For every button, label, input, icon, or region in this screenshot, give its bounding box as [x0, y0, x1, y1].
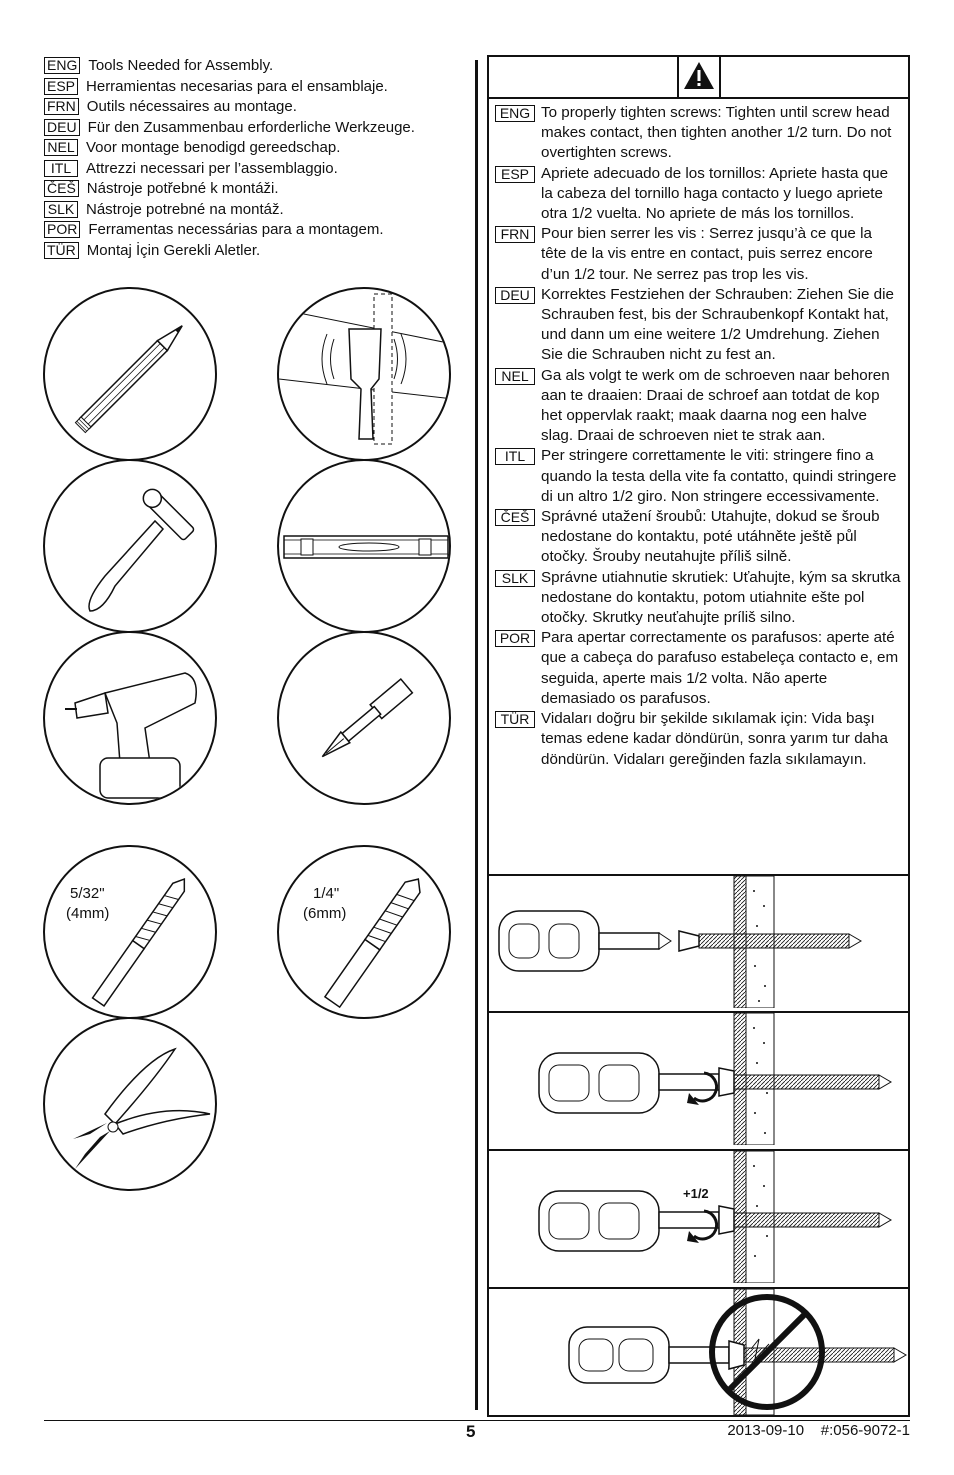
warning-item	[495, 628, 905, 709]
footer-date: 2013-09-10	[727, 1422, 805, 1439]
drill-icon	[43, 631, 217, 805]
language-tag: ENG	[495, 105, 535, 122]
list-item	[44, 57, 464, 78]
list-item-text: Ferramentas necessárias para a montagem.	[88, 221, 384, 238]
warning-item	[495, 366, 905, 447]
step-panel-approach	[487, 874, 910, 1008]
warning-item	[495, 164, 905, 225]
warning-item	[495, 568, 905, 629]
language-tag: ENG	[44, 57, 80, 74]
language-tag: NEL	[44, 139, 78, 156]
language-tag: FRN	[495, 226, 535, 243]
step-panel-contact	[487, 1011, 910, 1145]
language-tag: ESP	[495, 166, 535, 183]
warning-item-text: Správné utažení šroubů: Utahujte, dokud se šroub nedostane do kontaktu, poté utáhněte ještě půl otočky. Šrouby neutahujte příliš silně.	[541, 508, 880, 566]
warning-item-text: Para apertar correctamente os parafusos: aperte até que a cabeça do parafuso estabeleça contacto e, em seguida, aperte mais 1/2 volta. Não aperte demasiado os parafusos.	[541, 629, 899, 707]
warning-item	[495, 709, 905, 770]
warning-triangle-icon	[679, 57, 719, 95]
list-item	[44, 201, 464, 222]
warning-item-text: Apriete adecuado de los tornillos: Apriete hasta que la cabeza del tornillo haga contacto y luego apriete otra 1/2 vuelta. No apriete de más los tornillos.	[541, 164, 889, 223]
half-turn-label: +1/2	[683, 1186, 709, 1201]
list-item	[44, 160, 464, 181]
drill-bit-size-label: (4mm)	[66, 905, 110, 922]
language-tag: ČEŠ	[44, 180, 79, 197]
language-tag: TÜR	[495, 711, 535, 728]
language-tag: DEU	[44, 119, 80, 136]
column-divider	[475, 60, 478, 1410]
wire-cutter-icon	[43, 1017, 217, 1191]
language-tag: FRN	[44, 98, 79, 115]
list-item	[44, 119, 464, 140]
tools-needed-list	[44, 57, 464, 262]
warning-header	[489, 57, 908, 99]
language-tag: DEU	[495, 287, 535, 304]
list-item-text: Herramientas necesarias para el ensamblaje.	[86, 77, 388, 95]
drill-bit-size-label: (6mm)	[303, 905, 347, 922]
list-item-text: Nástroje potřebné k montáži.	[86, 180, 279, 197]
list-item	[44, 242, 464, 263]
warning-item	[495, 507, 905, 568]
footer-meta	[727, 1422, 910, 1439]
language-tag: SLK	[44, 201, 78, 218]
step-panel-overtighten	[487, 1287, 910, 1417]
warning-item-text: Pour bien serrer les vis : Serrez jusqu’à ce que la tête de la vis entre en contact, puis serrez encore d’un 1/2 tour. Ne serrez pas trop les vis.	[541, 225, 873, 283]
language-tag: ESP	[44, 78, 78, 95]
list-item-text: Attrezzi necessari per l’assemblaggio.	[86, 159, 338, 177]
warning-item-text: Správne utiahnutie skrutiek: Uťahujte, kým sa skrutka nedostane do kontaktu, potom utiahnite ešte pol otočky. Skrutky neuťahujte príliš silno.	[541, 568, 901, 627]
language-tag: SLK	[495, 570, 535, 587]
footer-doc-id: #:056-9072-1	[820, 1422, 910, 1439]
warning-text	[495, 103, 905, 770]
drill-bit-large-icon	[277, 845, 451, 1019]
warning-item	[495, 285, 905, 366]
warning-item	[495, 446, 905, 507]
language-tag: ITL	[495, 448, 535, 465]
footer-rule	[44, 1420, 910, 1421]
warning-item-text: Korrektes Festziehen der Schrauben: Ziehen Sie die Schrauben fest, bis der Schraubenkopf Kontakt hat, und dann um eine weitere 1/2 Umdrehung. Ziehen Sie die Schrauben nicht zu fest an.	[541, 285, 894, 364]
warning-icon-cell	[677, 57, 721, 97]
language-tag: ČEŠ	[495, 509, 535, 526]
drill-bit-size-label: 5/32"	[70, 885, 105, 902]
warning-item-text: Ga als volgt te werk om de schroeven naar behoren aan te draaien: Draai de schroef aan totdat de kop het oppervlak raakt; maak daarna nog een halve slag. Draai de schroeven niet te strak aan.	[541, 366, 890, 445]
phillips-bit-icon	[277, 631, 451, 805]
list-item-text: Montaj İçin Gerekli Aletler.	[86, 241, 261, 259]
hammer-icon	[43, 459, 217, 633]
list-item-text: Voor montage benodigd gereedschap.	[86, 139, 341, 156]
list-item-text: Für den Zusammenbau erforderliche Werkzeuge.	[87, 118, 415, 136]
warning-item-text: Per stringere correttamente le viti: stringere fino a quando la testa della vite fa contatto, quindi stringere di un altro 1/2 giro. Non stringere eccessivamente.	[541, 447, 897, 505]
language-tag: ITL	[44, 160, 78, 177]
warning-item	[495, 103, 905, 164]
stud-finder-icon	[277, 287, 451, 461]
warning-item-text: Vidaları doğru bir şekilde sıkılamak için: Vida başı temas edene kadar döndürün, sonra yarım tur daha döndürün. Vidaları gereğinden fazla sıkılamayın.	[541, 710, 888, 768]
page-number: 5	[466, 1422, 476, 1441]
drill-bit-small-icon	[43, 845, 217, 1019]
list-item	[44, 180, 464, 201]
list-item	[44, 139, 464, 160]
language-tag: TÜR	[44, 242, 79, 259]
step-panel-half-turn	[487, 1149, 910, 1283]
list-item-text: Nástroje potrebné na montáž.	[86, 200, 284, 218]
list-item-text: Tools Needed for Assembly.	[88, 57, 274, 74]
language-tag: POR	[44, 221, 80, 238]
language-tag: NEL	[495, 368, 535, 385]
language-tag: POR	[495, 630, 535, 647]
pencil-icon	[43, 287, 217, 461]
list-item-text: Outils nécessaires au montage.	[86, 98, 297, 115]
level-icon	[277, 459, 451, 633]
list-item	[44, 78, 464, 99]
list-item	[44, 221, 464, 242]
warning-item	[495, 224, 905, 285]
list-item	[44, 98, 464, 119]
drill-bit-size-label: 1/4"	[313, 885, 340, 902]
warning-item-text: To properly tighten screws: Tighten until screw head makes contact, then tighten another 1/2 turn. Do not overtighten screws.	[541, 104, 892, 162]
